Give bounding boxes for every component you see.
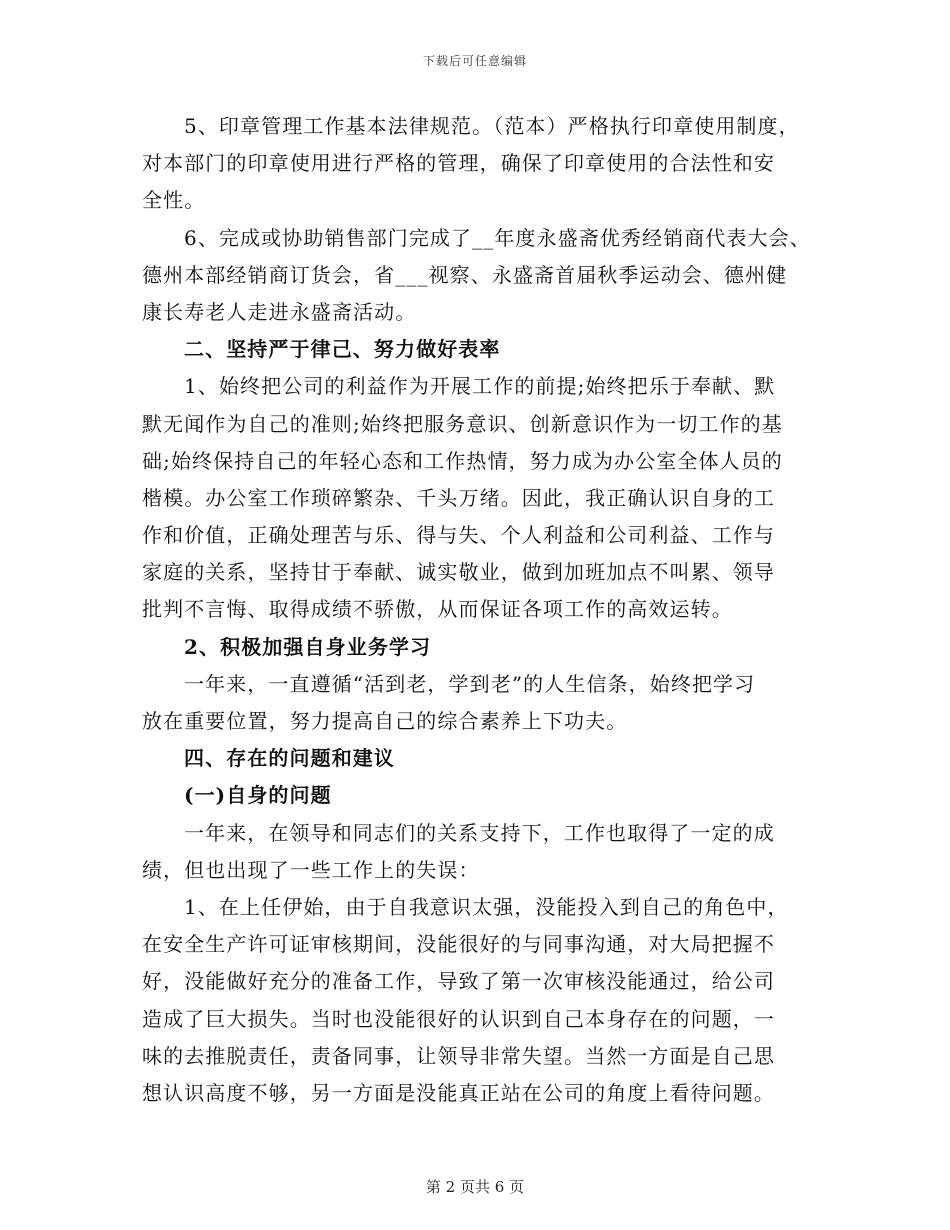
- paragraph-line: 础;始终保持自己的年轻心态和工作热情，努力成为办公室全体人员的: [142, 448, 783, 473]
- paragraph-line: 好，没能做好充分的准备工作，导致了第一次审核没能通过，给公司: [142, 969, 775, 994]
- paragraph-line: 楷模。办公室工作琐碎繁杂、千头万绪。因此，我正确认识自身的工: [142, 485, 775, 510]
- section-heading: 二、坚持严于律己、努力做好表率: [184, 337, 501, 362]
- paragraph-line: 绩，但也出现了一些工作上的失误：: [142, 857, 480, 882]
- section-heading: 四、存在的问题和建议: [184, 746, 395, 771]
- section-heading: (一)自身的问题: [184, 783, 332, 808]
- paragraph-line: 1、在上任伊始，由于自我意识太强，没能投入到自己的角色中，: [184, 894, 789, 919]
- paragraph-line: 6、完成或协助销售部门完成了__年度永盛斋优秀经销商代表大会、: [184, 225, 811, 250]
- paragraph-line: 味的去推脱责任，责备同事，让领导非常失望。当然一方面是自己思: [142, 1043, 775, 1068]
- paragraph-line: 批判不言悔、取得成绩不骄傲，从而保证各项工作的高效运转。: [142, 597, 733, 622]
- paragraph-line: 德州本部经销商订货会，省___视察、永盛斋首届秋季运动会、德州健: [142, 262, 788, 287]
- paragraph-line: 放在重要位置，努力提高自己的综合素养上下功夫。: [142, 709, 628, 733]
- paragraph-line: 对本部门的印章使用进行严格的管理，确保了印章使用的合法性和安: [142, 151, 775, 176]
- document-body: [142, 108, 812, 1112]
- paragraph-line: 康长寿老人走进永盛斋活动。: [142, 299, 417, 324]
- paragraph-line: 一年来，一直遵循“活到老，学到老”的人生信条，始终把学习: [184, 671, 756, 696]
- paragraph-line: 作和价值，正确处理苦与乐、得与失、个人利益和公司利益、工作与: [142, 523, 775, 548]
- page-footer: 第 2 页共 6 页: [425, 1178, 525, 1196]
- paragraph-line: 造成了巨大损失。当时也没能很好的认识到自己本身存在的问题，一: [142, 1006, 775, 1031]
- paragraph-line: 家庭的关系，坚持甘于奉献、诚实敬业，做到加班加点不叫累、领导: [142, 560, 775, 585]
- paragraph-line: 5、印章管理工作基本法律规范。（范本）严格执行印章使用制度，: [184, 114, 800, 138]
- paragraph-line: 在安全生产许可证审核期间，没能很好的与同事沟通，对大局把握不: [142, 932, 775, 957]
- section-heading: 2、积极加强自身业务学习: [184, 634, 432, 659]
- paragraph-line: 默无闻作为自己的准则;始终把服务意识、创新意识作为一切工作的基: [142, 411, 783, 436]
- paragraph-line: 全性。: [142, 188, 206, 213]
- paragraph-line: 1、始终把公司的利益作为开展工作的前提;始终把乐于奉献、默: [184, 374, 776, 399]
- page-header: 下载后可任意编辑: [422, 54, 527, 68]
- paragraph-line: 一年来，在领导和同志们的关系支持下，工作也取得了一定的成: [184, 820, 775, 845]
- paragraph-line: 想认识高度不够，另一方面是没能真正站在公司的角度上看待问题。: [142, 1080, 775, 1105]
